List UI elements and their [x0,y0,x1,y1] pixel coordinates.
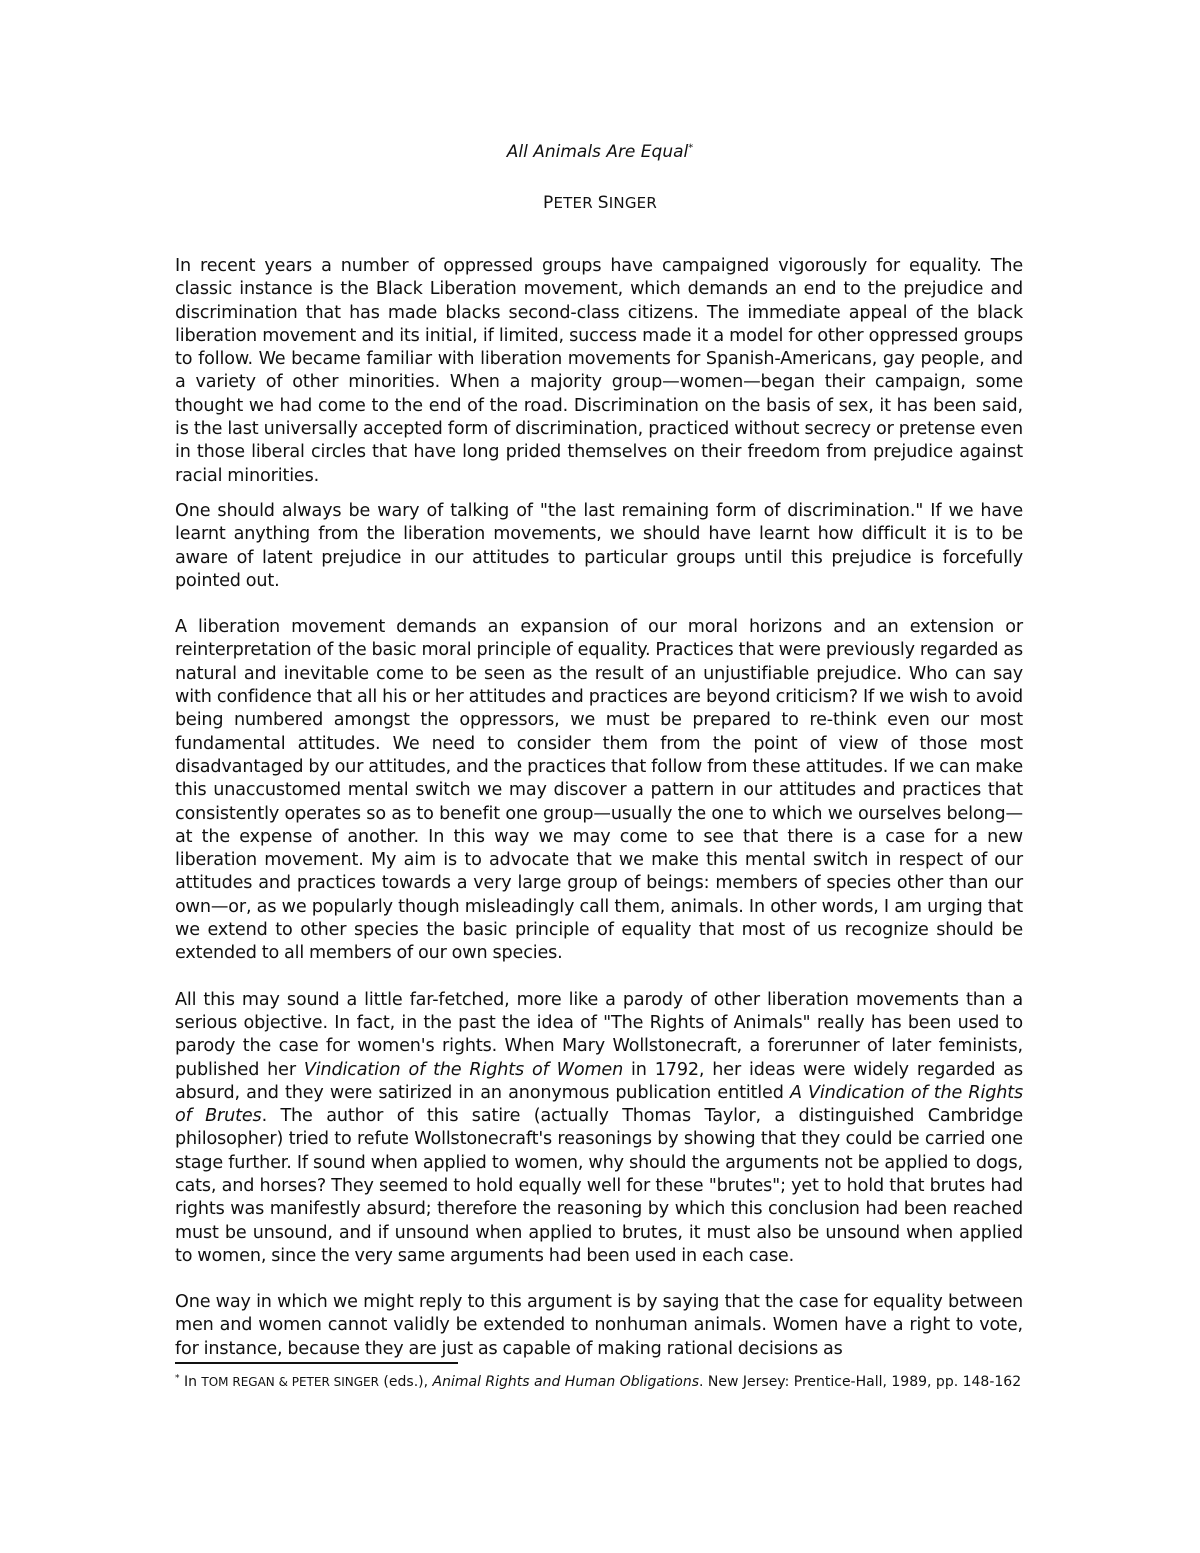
author-first-initial: P [543,193,554,213]
footnote-prefix: In [179,1374,202,1390]
footnote-editors: TOM REGAN & PETER SINGER [201,1375,379,1389]
author-first-rest: ETER [553,194,593,212]
article-title [0,140,1200,164]
footnote-eds: (eds.), [378,1374,433,1390]
paragraph-4-part-a: All this may sound a little far-fetched, more like a parody of other liberation movements than a serious objective. In fact, in the past the idea of "The Rights of Animals" really has been used to parody the case for women's rights. When Mary Wollstonecraft, a forerunner of later feminists, published her [175,989,1023,1080]
paragraph-5: One way in which we might reply to this argument is by saying that the case for equality between men and women cannot validly be extended to nonhuman animals. Women have a right to vote, for instance, because they are just as capable of making rational decisions as [175,1292,1023,1359]
book-title-vindication-brutes: A Vindication of the Rights of Brutes [175,1082,1023,1127]
author-last-rest: INGER [608,194,657,212]
footnote-divider [175,1362,458,1364]
article-title-text: All Animals Are Equal [506,142,689,162]
paragraph-4 [175,989,1023,1269]
article-body [175,255,1023,1361]
footnote-mark: * [175,1373,180,1384]
footnote-publisher: . New Jersey: Prentice-Hall, 1989, pp. 148-162 [699,1374,1022,1390]
footnote [175,1372,1023,1392]
paragraph-1: In recent years a number of oppressed groups have campaigned vigorously for equality. The classic instance is the Black Liberation movement, which demands an end to the prejudice and discrimination that has made blacks second-class citizens. The immediate appeal of the black liberation movement and its initial, if limited, success made it a model for other oppressed groups to follow. We became familiar with liberation movements for Spanish-Americans, gay people, and a variety of other minorities. When a majority group—women—began their campaign, some thought we had come to the end of the road. Discrimination on the basis of sex, it has been said, is the last universally accepted form of discrimination, practiced without secrecy or pretense even in those liberal circles that have long prided themselves on their freedom from prejudice against racial minorities. [175,256,1023,486]
book-title-vindication-women: Vindication of the Rights of Women [303,1059,624,1080]
paragraph-3: A liberation movement demands an expansion of our moral horizons and an extension or reinterpretation of the basic moral principle of equality. Practices that were previously regarded as natural and inevitable come to be seen as the result of an unjustifiable prejudice. Who can say with confidence that all his or her attitudes and practices are beyond criticism? If we wish to avoid being numbered amongst the oppressors, we must be prepared to re-think even our most fundamental attitudes. We need to consider them from the point of view of those most disadvantaged by our attitudes, and the practices that follow from these attitudes. If we can make this unaccustomed mental switch we may discover a pattern in our attitudes and practices that consistently operates so as to benefit one group—usually the one to which we ourselves belong—at the expense of another. In this way we may come to see that there is a case for a new liberation movement. My aim is to advocate that we make this mental switch in respect of our attitudes and practices towards a very large group of beings: members of species other than our own—or, as we popularly though misleadingly call them, animals. In other words, I am urging that we extend to other species the basic principle of equality that most of us recognize should be extended to all members of our own species. [175,617,1023,964]
title-footnote-mark: * [688,142,694,154]
paragraph-4-part-e: . The author of this satire (actually Thomas Taylor, a distinguished Cambridge philosopher) tried to refute Wollstonecraft's reasonings by showing that they could be carried one stage further. If sound when applied to women, why should the arguments not be applied to dogs, cats, and horses? They seemed to hold equally well for these "brutes"; yet to hold that brutes had rights was manifestly absurd; therefore the reasoning by which this conclusion had been reached must be unsound, and if unsound when applied to brutes, it must also be unsound when applied to women, since the very same arguments had been used in each case. [175,1106,1023,1266]
paragraph-2: One should always be wary of talking of "the last remaining form of discrimination." If we have learnt anything from the liberation movements, we should have learnt how difficult it is to be aware of latent prejudice in our attitudes to particular groups until this prejudice is forcefully pointed out. [175,500,1023,591]
footnote-book-title: Animal Rights and Human Obligations [432,1374,700,1390]
author-last-initial: S [597,193,609,213]
paragraph-4-part-c: in 1792, her ideas were widely regarded as absurd, and they were satirized in an anonymous publication entitled [175,1059,1023,1103]
article-author [0,193,1200,213]
